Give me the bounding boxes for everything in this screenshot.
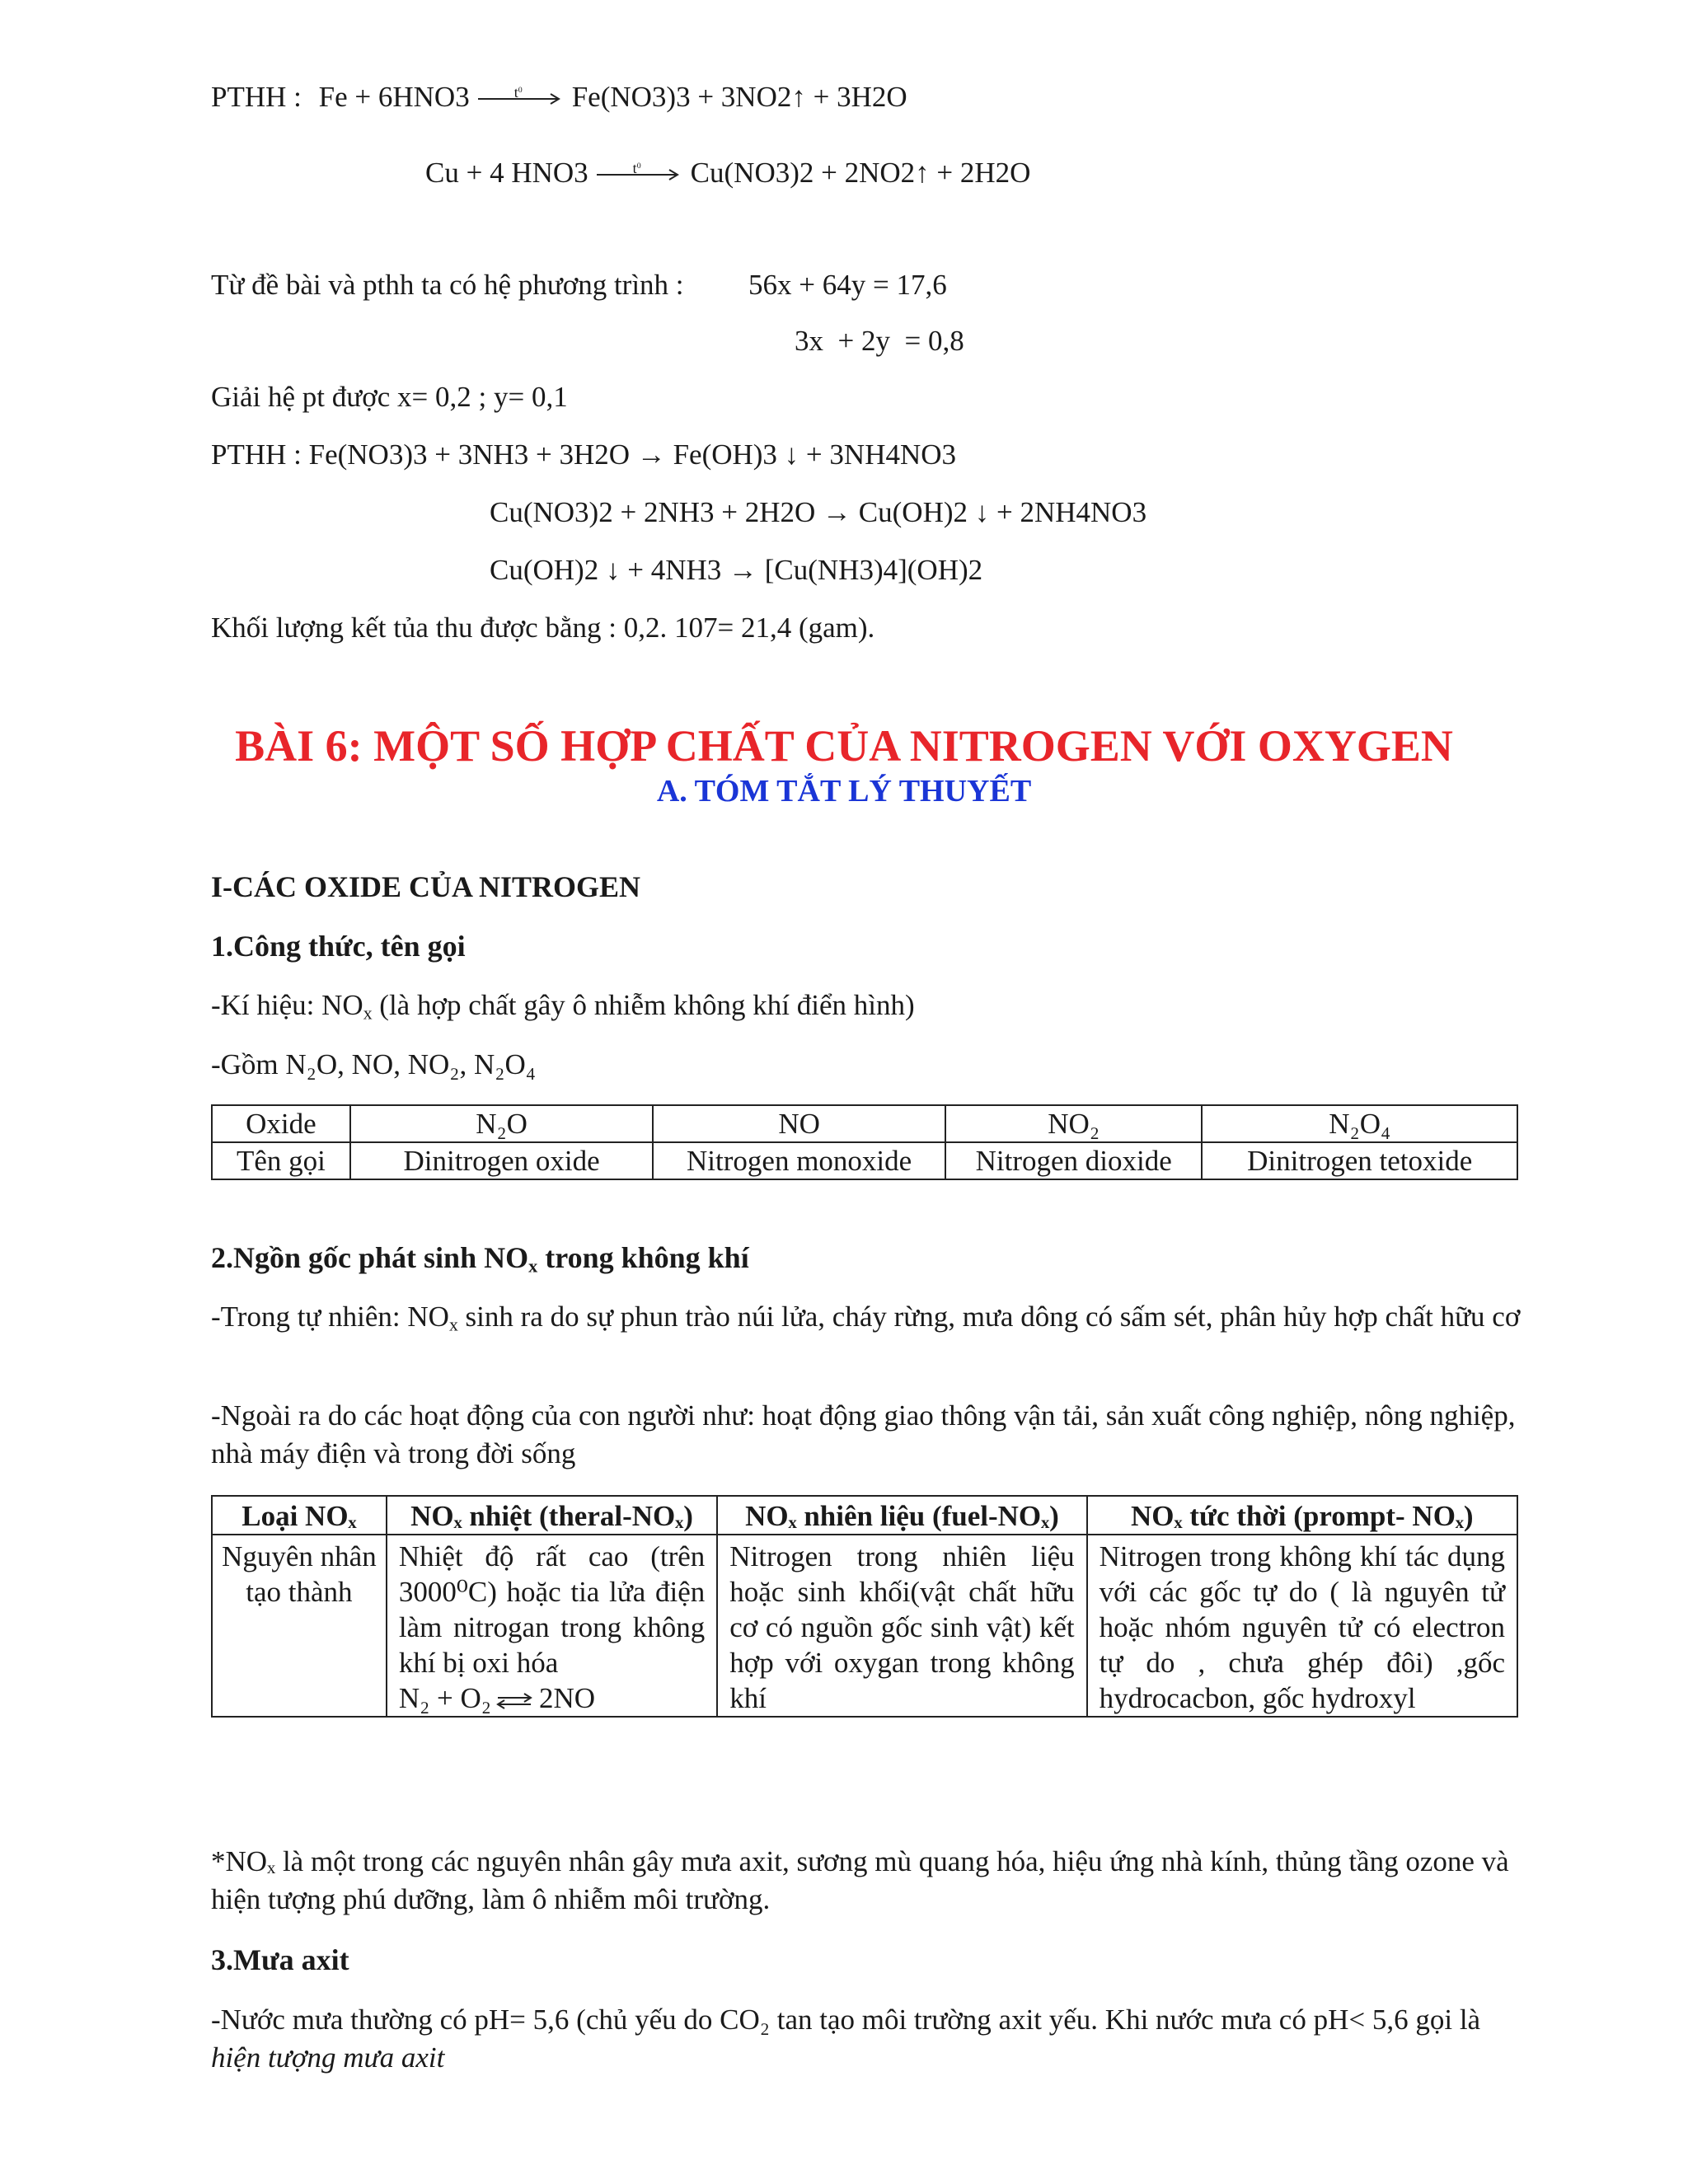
- precipitate-result: Khối lượng kết tủa thu được bằng : 0,2. 107= 21,4 (gam).: [211, 612, 875, 644]
- table-header-cell: NOₓ nhiên liệu (fuel-NOₓ): [717, 1496, 1086, 1535]
- equation-cu-left: Cu + 4 HNO3: [425, 157, 588, 189]
- table-cell: Nitrogen monoxide: [653, 1142, 945, 1179]
- nox-types-table: [211, 1495, 1518, 1718]
- natural-origin-paragraph: [211, 1298, 1530, 1336]
- equation-fe-right: Fe(NO3)3 + 3NO2↑ + 3H2O: [571, 81, 907, 113]
- thermal-nox-text: Nhiệt độ rất cao (trên 3000⁰C) hoặc tia lửa điện làm nitrogan trong không khí bị oxi hóa: [398, 1540, 706, 1679]
- system-eq2: 3x + 2y = 0,8: [795, 325, 964, 357]
- equilibrium-arrow-icon: [495, 1691, 536, 1711]
- oxide-table: [211, 1104, 1518, 1180]
- table-cell: Nitrogen dioxide: [945, 1142, 1203, 1179]
- reaction-1: PTHH : Fe(NO3)3 + 3NH3 + 3H2O → Fe(OH)3 ↓ + 3NH4NO3: [211, 438, 957, 471]
- table-row: [212, 1142, 1517, 1179]
- natural-post: sinh ra do sự phun trào núi lửa, cháy rừng, mưa dông có sấm sét, phân hủy hợp chất hữu cơ: [457, 1301, 1521, 1333]
- equation-left: N₂ + O₂: [398, 1682, 492, 1714]
- table-cell: Nitrogen trong không khí tác dụng với các gốc tự do ( là nguyên tử hoặc nhóm nguyên tử có electron tự do , chưa ghép đôi) ,gốc hydrocacbon, gốc hydroxyl: [1087, 1535, 1517, 1717]
- acid-rain-text: -Nước mưa thường có pH= 5,6 (chủ yếu do CO₂ tan tạo môi trường axit yếu. Khi nước mưa có pH< 5,6 gọi là: [211, 2004, 1481, 2036]
- acid-rain-paragraph: [211, 2001, 1530, 2077]
- table-header-cell: NOₓ tức thời (prompt- NOₓ): [1087, 1496, 1517, 1535]
- symbol-line: [211, 987, 915, 1024]
- natural-sub: x: [448, 1315, 458, 1335]
- origin-heading-sub: x: [528, 1255, 538, 1277]
- table-cell: NO: [653, 1105, 945, 1142]
- equation-fe-left: Fe + 6HNO3: [318, 81, 470, 113]
- nox-effects-note: *NOₓ là một trong các nguyên nhân gây mưa axit, sương mù quang hóa, hiệu ứng nhà kính, thủng tầng ozone và hiện tượng phú dưỡng, làm ô nhiễm môi trường.: [211, 1845, 1509, 1915]
- origin-heading-post: trong không khí: [537, 1241, 749, 1274]
- subsection-heading-acid-rain: 3.Mưa axit: [211, 1943, 349, 1976]
- table-cell: Dinitrogen oxide: [350, 1142, 654, 1179]
- table-cell: Oxide: [212, 1105, 350, 1142]
- table-cell: N₂O₄: [1202, 1105, 1517, 1142]
- acid-rain-term: hiện tượng mưa axit: [211, 2041, 445, 2074]
- subsection-heading-formula: 1.Công thức, tên gọi: [211, 930, 466, 963]
- lesson-subtitle: A. TÓM TẮT LÝ THUYẾT: [656, 774, 1032, 808]
- symbol-prefix: -Kí hiệu: NO: [211, 989, 363, 1021]
- table-cell: Nguyên nhân tạo thành: [212, 1535, 387, 1717]
- table-cell: Tên gọi: [212, 1142, 350, 1179]
- system-eq1: 56x + 64y = 17,6: [748, 269, 947, 301]
- table-header-cell: NOₓ nhiệt (theral-NOₓ): [387, 1496, 717, 1535]
- section-heading-oxides: I-CÁC OXIDE CỦA NITROGEN: [211, 870, 641, 903]
- equation-cu-line: [425, 155, 1030, 191]
- heat-arrow-icon: $t^0$: [478, 79, 564, 115]
- table-row: [212, 1496, 1517, 1535]
- symbol-subscript: x: [363, 1003, 373, 1024]
- includes-line: -Gồm N₂O, NO, NO₂, N₂O₄: [211, 1048, 536, 1080]
- natural-pre: -Trong tự nhiên: NO: [211, 1301, 449, 1333]
- table-cell: [387, 1535, 717, 1717]
- heat-arrow-icon: $t^0$: [597, 155, 682, 191]
- table-cell: NO₂: [945, 1105, 1203, 1142]
- symbol-rest: (là hợp chất gây ô nhiễm không khí điển hình): [372, 989, 915, 1021]
- system-solution: Giải hệ pt được x= 0,2 ; y= 0,1: [211, 381, 568, 413]
- equation-fe-line: [211, 79, 907, 115]
- equation-right: 2NO: [539, 1682, 596, 1714]
- subsection-heading-origin: [211, 1240, 749, 1276]
- reaction-2: Cu(NO3)2 + 2NH3 + 2H2O → Cu(OH)2 ↓ + 2NH4NO3: [490, 496, 1147, 528]
- equation-cu-right: Cu(NO3)2 + 2NO2↑ + 2H2O: [690, 157, 1031, 189]
- system-intro: Từ đề bài và pthh ta có hệ phương trình :: [211, 269, 684, 301]
- reaction-3: Cu(OH)2 ↓ + 4NH3 → [Cu(NH3)4](OH)2: [490, 554, 983, 586]
- table-cell: Dinitrogen tetoxide: [1202, 1142, 1517, 1179]
- origin-heading-pre: 2.Ngồn gốc phát sinh NO: [211, 1241, 529, 1274]
- human-origin-paragraph: -Ngoài ra do các hoạt động của con người như: hoạt động giao thông vận tải, sản xuất công nghiệp, nông nghiệp, nhà máy điện và trong đời sống: [211, 1399, 1516, 1469]
- table-cell: Nitrogen trong nhiên liệu hoặc sinh khối(vật chất hữu cơ có nguồn gốc sinh vật) kết hợp với oxygan trong không khí: [717, 1535, 1086, 1717]
- equation-label: PTHH :: [211, 81, 302, 113]
- table-cell: N₂O: [350, 1105, 654, 1142]
- table-row: [212, 1105, 1517, 1142]
- thermal-nox-equation: [399, 1680, 705, 1716]
- table-header-cell: Loại NOₓ: [212, 1496, 387, 1535]
- lesson-title: BÀI 6: MỘT SỐ HỢP CHẤT CỦA NITROGEN VỚI OXYGEN: [235, 721, 1453, 771]
- table-row: [212, 1535, 1517, 1717]
